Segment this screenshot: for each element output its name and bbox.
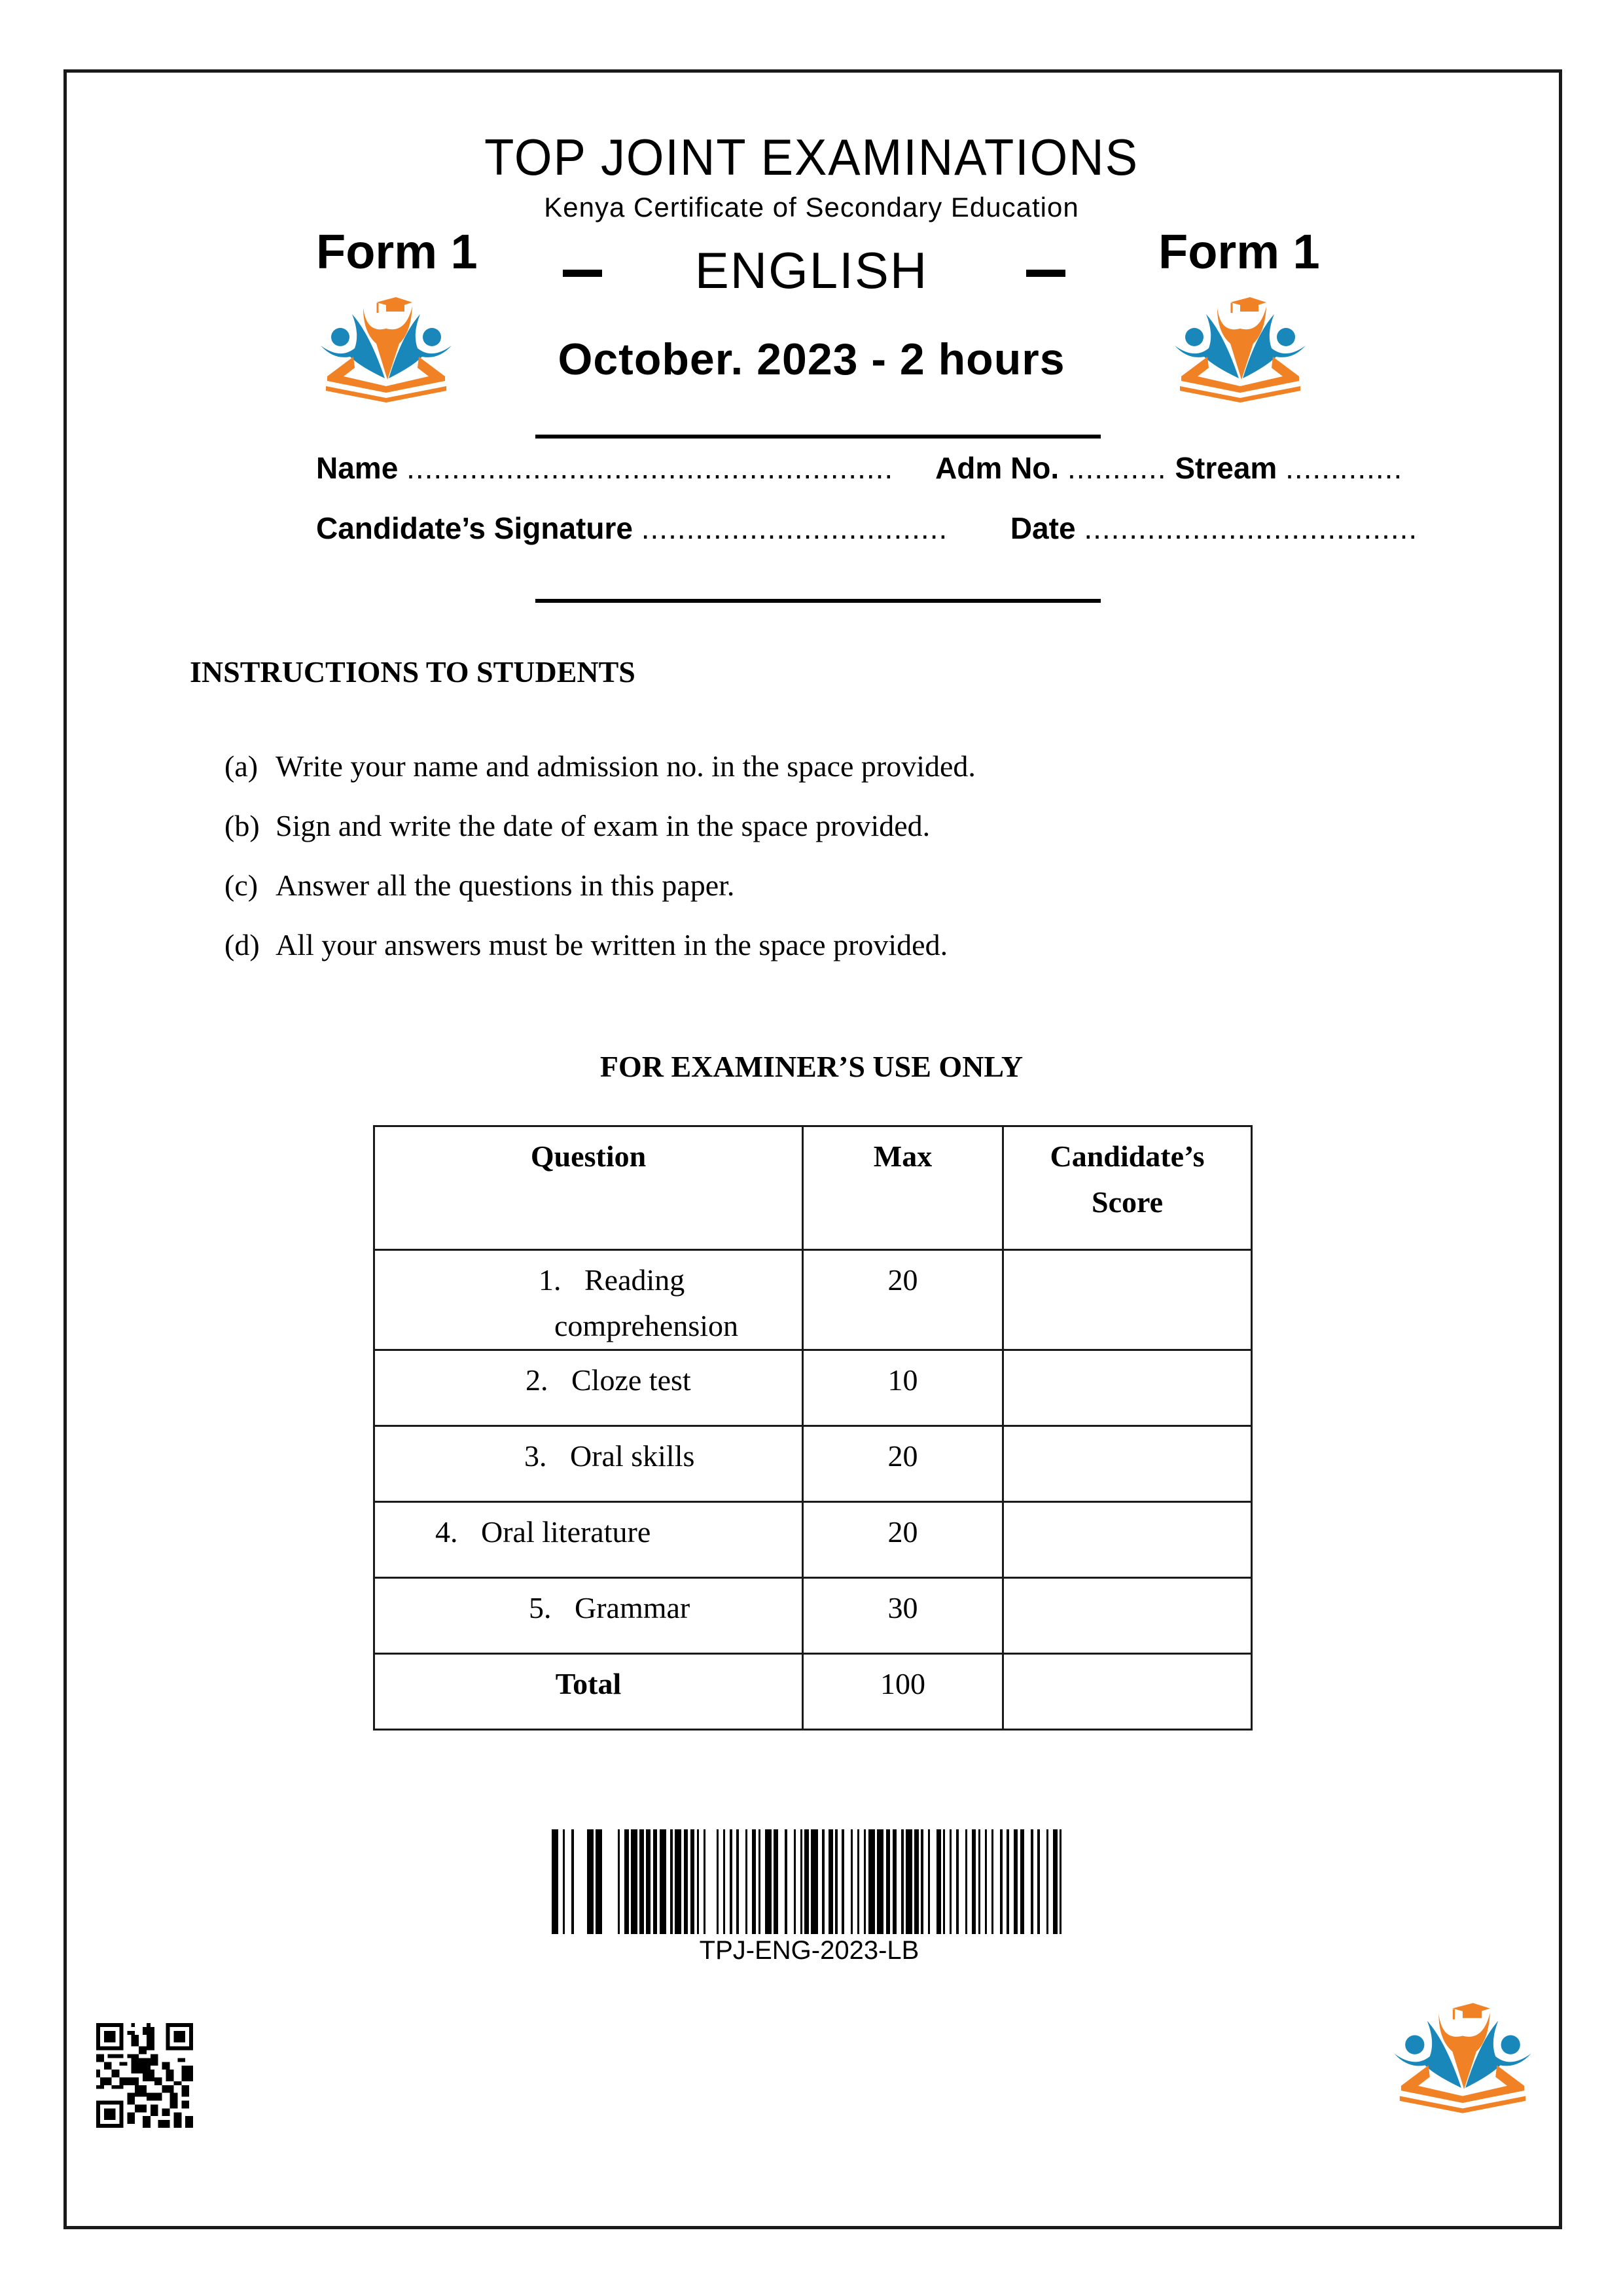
barcode-space <box>980 1829 985 1934</box>
barcode-space <box>574 1829 587 1934</box>
score-cell[interactable] <box>1003 1502 1252 1578</box>
max-cell: 20 <box>803 1502 1003 1578</box>
stream-field[interactable]: ............. <box>1285 451 1403 485</box>
barcode-space <box>787 1829 794 1934</box>
barcode-bar <box>646 1829 651 1934</box>
barcode-bar <box>690 1829 695 1934</box>
barcode-bar <box>1053 1829 1058 1934</box>
barcode-bar <box>886 1829 891 1934</box>
candidate-fields-row-2 <box>316 511 1418 546</box>
barcode-space <box>719 1829 723 1934</box>
instructions-heading: INSTRUCTIONS TO STUDENTS <box>190 655 635 689</box>
barcode-space <box>732 1829 737 1934</box>
stream-label: Stream <box>1175 451 1277 485</box>
candidate-fields-row-1 <box>316 450 1402 486</box>
instruction-item <box>224 736 976 796</box>
barcode-bar <box>877 1829 883 1934</box>
examiner-score-table <box>373 1125 1253 1731</box>
instruction-item <box>224 855 976 915</box>
question-cell: 1. Reading comprehension <box>374 1250 803 1350</box>
barcode-space <box>602 1829 618 1934</box>
barcode-bar <box>1014 1829 1018 1934</box>
instruction-item <box>224 796 976 855</box>
subject-title: ENGLISH <box>694 242 929 299</box>
name-field[interactable]: ...................................................... <box>406 451 894 485</box>
adm-no-field[interactable]: ........... <box>1067 451 1167 485</box>
barcode-bar <box>684 1829 688 1934</box>
form-label-left: Form 1 <box>316 224 478 279</box>
question-cell: 2. Cloze test <box>374 1350 803 1426</box>
barcode-bar <box>587 1829 594 1934</box>
school-logo-icon <box>314 295 458 406</box>
barcode-space <box>666 1829 671 1934</box>
barcode-space <box>838 1829 842 1934</box>
table-row <box>374 1350 1252 1426</box>
column-header-max: Max <box>803 1126 1003 1250</box>
barcode-space <box>952 1829 956 1934</box>
instruction-text: Answer all the questions in this paper. <box>276 869 735 902</box>
barcode-bar <box>804 1829 809 1934</box>
column-header-question: Question <box>374 1126 803 1250</box>
table-row <box>374 1426 1252 1502</box>
school-logo-icon <box>1387 2000 1538 2117</box>
barcode-bar <box>914 1829 919 1934</box>
adm-no-label: Adm No. <box>935 451 1060 485</box>
barcode-space <box>818 1829 823 1934</box>
exam-date-duration: October. 2023 - 2 hours <box>558 334 1065 384</box>
instruction-marker: (c) <box>224 869 259 902</box>
score-cell[interactable] <box>1003 1578 1252 1654</box>
table-row <box>374 1578 1252 1654</box>
name-label: Name <box>316 451 399 485</box>
barcode-bar <box>972 1829 976 1934</box>
question-cell: 3. Oral skills <box>374 1426 803 1502</box>
barcode-space <box>930 1829 936 1934</box>
form-label-right: Form 1 <box>1158 224 1320 279</box>
barcode-space <box>993 1829 1000 1934</box>
barcode-space <box>699 1829 704 1934</box>
max-cell: 20 <box>803 1426 1003 1502</box>
date-label: Date <box>1010 511 1076 545</box>
total-score-cell[interactable] <box>1003 1654 1252 1730</box>
max-cell: 10 <box>803 1350 1003 1426</box>
header-divider-top <box>535 435 1101 439</box>
table-header-row <box>374 1126 1252 1250</box>
barcode-bar <box>893 1829 897 1934</box>
barcode-space <box>796 1829 800 1934</box>
school-logo-icon <box>1168 295 1312 406</box>
instructions-list <box>224 736 976 975</box>
barcode-space <box>1003 1829 1007 1934</box>
barcode-space <box>747 1829 752 1934</box>
barcode-text: TPJ-ENG-2023-LB <box>699 1936 919 1965</box>
barcode-space <box>967 1829 972 1934</box>
instruction-text: Write your name and admission no. in the space provided. <box>276 749 976 783</box>
question-cell: 4. Oral literature <box>374 1502 803 1578</box>
instruction-text: All your answers must be written in the space provided. <box>276 928 948 961</box>
exam-subtitle: Kenya Certificate of Secondary Education <box>544 192 1079 223</box>
barcode-space <box>1048 1829 1053 1934</box>
barcode-bar <box>639 1829 644 1934</box>
barcode-space <box>558 1829 563 1934</box>
instruction-marker: (a) <box>224 749 259 783</box>
barcode-bar <box>552 1829 558 1934</box>
instruction-marker: (b) <box>224 809 260 842</box>
barcode-space <box>987 1829 991 1934</box>
barcode-bar <box>752 1829 757 1934</box>
instruction-marker: (d) <box>224 928 260 961</box>
barcode-bar <box>811 1829 817 1934</box>
barcode-space <box>859 1829 864 1934</box>
date-field[interactable]: ..................................... <box>1084 511 1418 545</box>
barcode-bar <box>906 1829 912 1934</box>
barcode-bar <box>596 1829 602 1934</box>
max-cell: 30 <box>803 1578 1003 1654</box>
barcode-space <box>705 1829 717 1934</box>
barcode-space <box>923 1829 928 1934</box>
barcode-space <box>844 1829 851 1934</box>
table-total-row <box>374 1654 1252 1730</box>
barcode-bar <box>624 1829 629 1934</box>
barcode-space <box>1061 1829 1066 1934</box>
score-cell[interactable] <box>1003 1250 1252 1350</box>
question-cell: 5. Grammar <box>374 1578 803 1654</box>
barcode-bar <box>765 1829 772 1934</box>
barcode-space <box>1024 1829 1031 1934</box>
total-label: Total <box>374 1654 803 1730</box>
score-cell[interactable] <box>1003 1350 1252 1426</box>
barcode-space <box>959 1829 965 1934</box>
barcode-space <box>1009 1829 1014 1934</box>
barcode-space <box>565 1829 571 1934</box>
header-divider-bottom <box>535 599 1101 603</box>
barcode-bar <box>868 1829 875 1934</box>
barcode-bar <box>1020 1829 1025 1934</box>
table-row <box>374 1502 1252 1578</box>
barcode-bar <box>829 1829 833 1934</box>
barcode <box>552 1829 1067 1934</box>
barcode-space <box>1040 1829 1046 1934</box>
barcode-space <box>739 1829 745 1934</box>
total-max: 100 <box>803 1654 1003 1730</box>
examiner-heading: FOR EXAMINER’S USE ONLY <box>599 1050 1024 1083</box>
barcode-space <box>825 1829 829 1934</box>
barcode-bar <box>675 1829 681 1934</box>
signature-label: Candidate’s Signature <box>316 511 633 545</box>
barcode-bar <box>936 1829 941 1934</box>
barcode-bar <box>631 1829 637 1934</box>
signature-field[interactable]: .................................. <box>641 511 948 545</box>
barcode-bar <box>653 1829 658 1934</box>
max-cell: 20 <box>803 1250 1003 1350</box>
barcode-bar <box>660 1829 666 1934</box>
barcode-space <box>1033 1829 1038 1934</box>
barcode-space <box>897 1829 901 1934</box>
barcode-space <box>853 1829 857 1934</box>
score-cell[interactable] <box>1003 1426 1252 1502</box>
instruction-text: Sign and write the date of exam in the space provided. <box>276 809 931 842</box>
instruction-item <box>224 915 976 975</box>
barcode-space <box>725 1829 730 1934</box>
barcode-space <box>778 1829 785 1934</box>
barcode-space <box>945 1829 950 1934</box>
barcode-space <box>760 1829 765 1934</box>
column-header-score: Candidate’s Score <box>1003 1126 1252 1250</box>
exam-title: TOP JOINT EXAMINATIONS <box>484 128 1139 186</box>
barcode-bar <box>774 1829 778 1934</box>
qr-code-icon <box>96 2023 194 2128</box>
barcode-space <box>620 1829 624 1934</box>
table-row <box>374 1250 1252 1350</box>
